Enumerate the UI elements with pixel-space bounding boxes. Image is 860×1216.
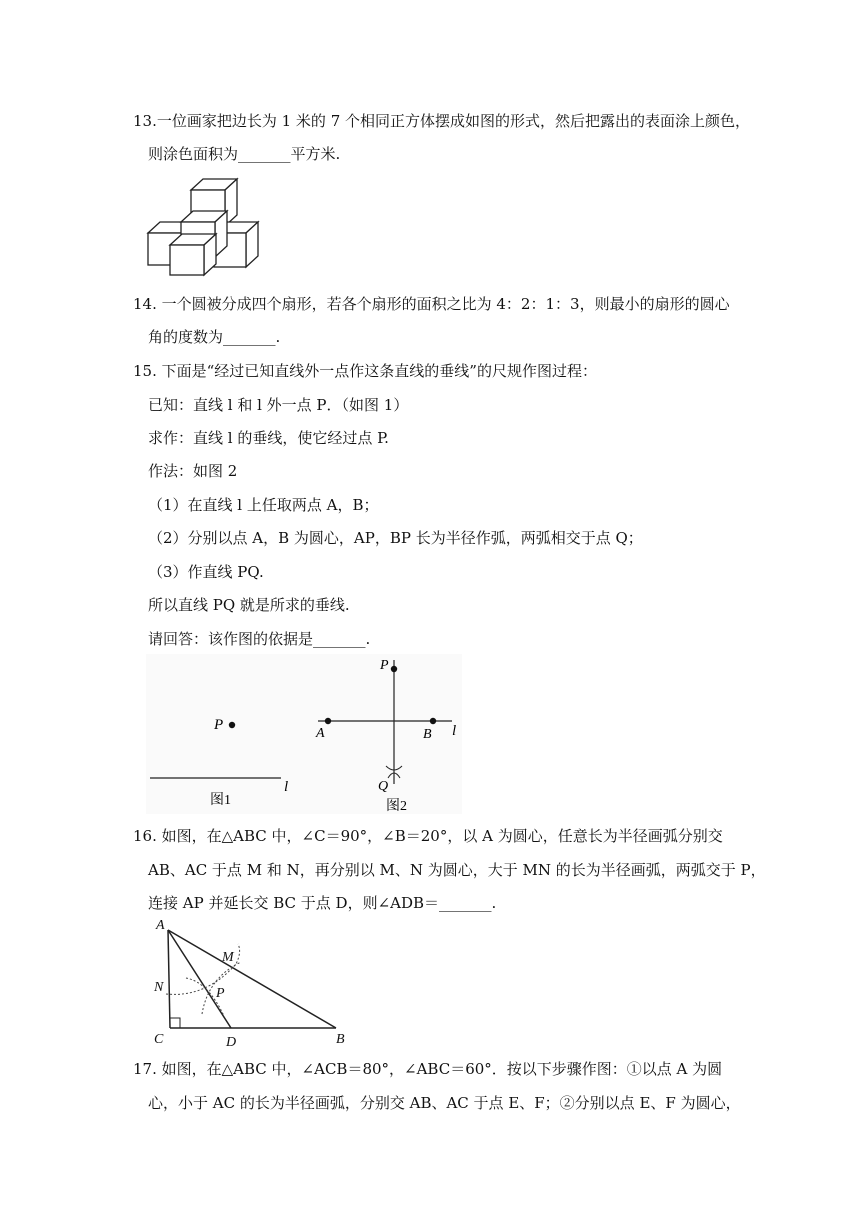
label-m: M [222,950,234,965]
q15-step2: （2）分别以点 A，B 为圆心，AP，BP 长为半径作弧，两弧相交于点 Q； [148,529,643,547]
q16-line1: 16. 如图，在△ABC 中，∠C＝90°，∠B＝20°，以 A 为圆心，任意长为半径画弧分别交 [133,827,723,845]
fig2-label-l: l [452,723,457,739]
side-ac [168,930,170,1028]
q16-line3: 连接 AP 并延长交 BC 于点 D，则∠ADB＝_______. [148,894,497,912]
fig2-point-a [325,718,331,724]
fig2-label-a: A [316,726,325,741]
q16-line2: AB、AC 于点 M 和 N，再分别以 M、N 为圆心，大于 MN 的长为半径画弧，两弧交于 P， [148,861,766,879]
q15-step3: （3）作直线 PQ. [148,563,264,581]
q17-line2: 心，小于 AC 的长为半径画弧，分别交 AB、AC 于点 E、F；②分别以点 E、F 为圆心， [148,1094,741,1112]
q14-line1: 14. 一个圆被分成四个扇形，若各个扇形的面积之比为 4：2：1：3，则最小的扇形的圆心 [133,295,730,313]
cube-front [170,234,216,275]
fig1-label-p: P [214,717,224,733]
q15-method: 作法：如图 2 [148,462,238,480]
label-a: A [156,918,165,933]
fig2-point-b [430,718,436,724]
fig2-label-p: P [380,658,389,673]
perpendicular-figures [146,654,462,814]
label-c: C [154,1032,164,1047]
label-d: D [226,1035,237,1050]
label-b: B [336,1032,345,1047]
q14-line2: 角的度数为_______. [148,328,281,346]
fig2-label-q: Q [378,779,389,794]
q13-line1: 13.一位画家把边长为 1 米的 7 个相同正方体摆成如图的形式，然后把露出的表面涂上颜色， [133,112,751,130]
q15-answer: 请回答：该作图的依据是_______. [148,630,371,648]
fig1-caption: 图1 [210,793,231,808]
cube-figure [146,176,262,278]
fig1-point-p [229,722,235,728]
q17-line1: 17. 如图，在△ABC 中，∠ACB＝80°，∠ABC＝60°．按以下步骤作图：①以点 A 为圆 [133,1060,723,1078]
right-angle-mark [170,1018,180,1028]
fig2-label-b: B [423,727,432,742]
side-ab [168,930,336,1028]
line-ad [168,930,231,1028]
fig1-label-l: l [284,779,289,795]
triangle-figure [146,916,352,1050]
label-p: P [216,986,225,1001]
q15-line1: 15. 下面是“经过已知直线外一点作这条直线的垂线”的尺规作图过程： [133,362,597,380]
q15-conclusion: 所以直线 PQ 就是所求的垂线. [148,596,350,614]
q15-seek: 求作：直线 l 的垂线，使它经过点 P. [148,429,389,447]
fig2-caption: 图2 [386,799,407,814]
label-n: N [154,980,164,995]
q15-step1: （1）在直线 l 上任取两点 A，B； [148,496,379,514]
fig2-point-p [391,666,397,672]
q13-line2: 则涂色面积为_______平方米. [148,145,341,163]
q15-known: 已知：直线 l 和 l 外一点 P．（如图 1） [148,396,409,414]
